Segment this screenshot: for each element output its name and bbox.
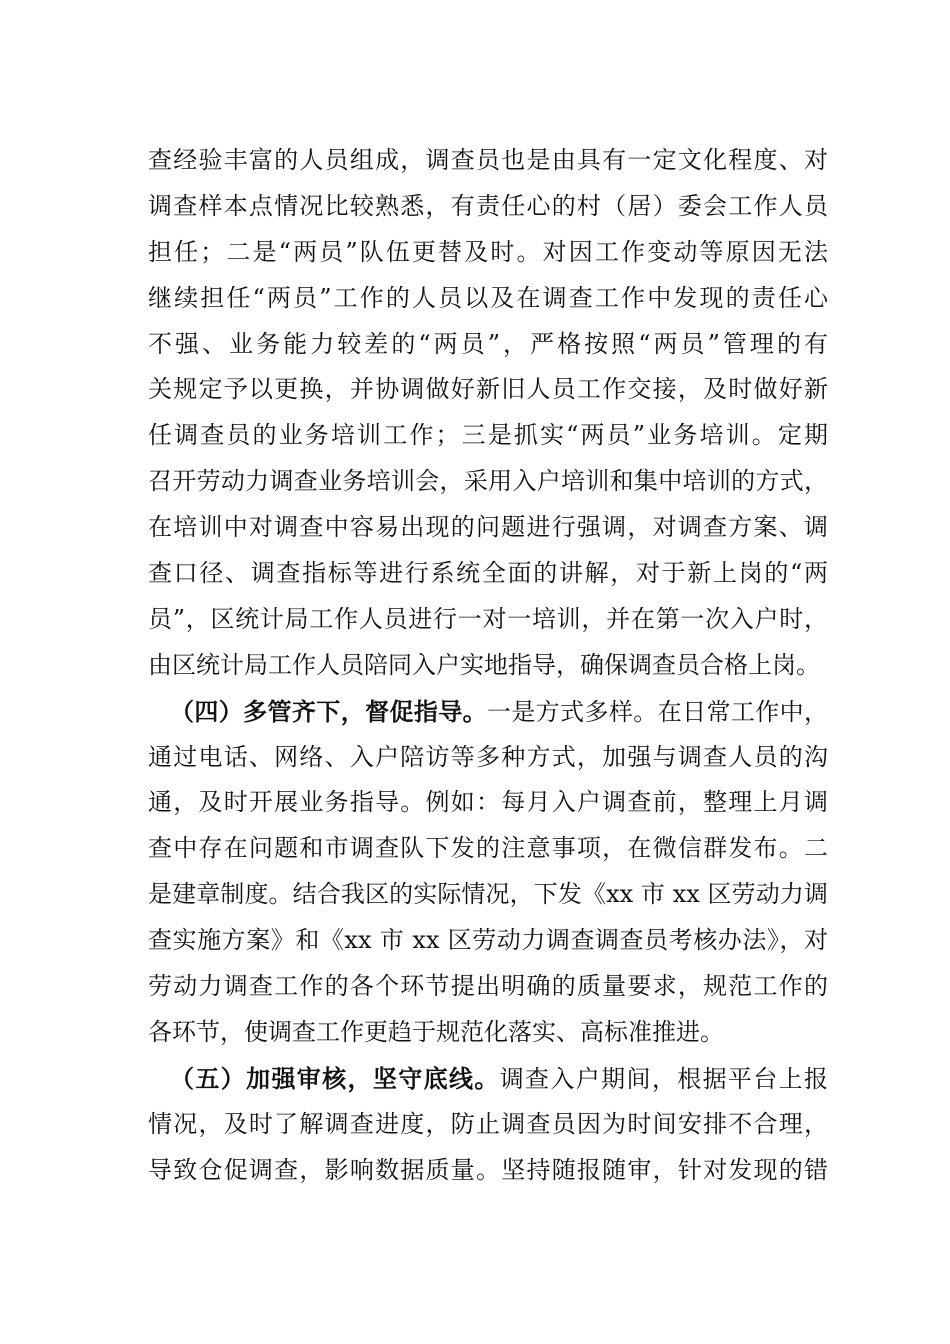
section-4-first-line: [148, 689, 828, 735]
text-line: 员”，区统计局工作人员进行一对一培训，并在第一次入户时，: [148, 604, 828, 633]
text-line: 不强、业务能力较差的“两员”，严格按照“两员”管理的有: [148, 329, 828, 358]
text-line: 查中存在问题和市调查队下发的注意事项，在微信群发布。二: [148, 834, 828, 863]
section-5-heading: （五）加强审核，坚守底线。: [170, 1063, 500, 1093]
document-body: [148, 138, 828, 1193]
section-4-heading: （四）多管齐下，督促指导。: [170, 696, 487, 726]
text-line: 劳动力调查工作的各个环节提出明确的质量要求，规范工作的: [148, 972, 828, 1001]
section-4-first-line-text: 一是方式多样。在日常工作中，: [487, 697, 828, 726]
text-line: 任调查员的业务培训工作；三是抓实“两员”业务培训。定期: [148, 421, 828, 450]
text-line: 调查样本点情况比较熟悉，有责任心的村（居）委会工作人员: [148, 191, 828, 220]
text-line: 担任；二是“两员”队伍更替及时。对因工作变动等原因无法: [148, 237, 828, 266]
text-line: 情况，及时了解调查进度，防止调查员因为时间安排不合理，: [148, 1109, 828, 1138]
text-line: 通，及时开展业务指导。例如：每月入户调查前，整理上月调: [148, 788, 828, 817]
text-line: 召开劳动力调查业务培训会，采用入户培训和集中培训的方式，: [148, 467, 828, 496]
text-line: 在培训中对调查中容易出现的问题进行强调，对调查方案、调: [148, 513, 828, 542]
section-5-first-line: [148, 1056, 828, 1102]
section-5-first-line-text: 调查入户期间，根据平台上报: [499, 1064, 829, 1093]
text-line: 导致仓促调查，影响数据质量。坚持随报随审，针对发现的错: [148, 1155, 828, 1184]
text-line: 继续担任“两员”工作的人员以及在调查工作中发现的责任心: [148, 283, 828, 312]
text-line: 查经验丰富的人员组成，调查员也是由具有一定文化程度、对: [148, 146, 828, 174]
text-line: 查口径、调查指标等进行系统全面的讲解，对于新上岗的“两: [148, 559, 828, 588]
text-line: 通过电话、网络、入户陪访等多种方式，加强与调查人员的沟: [148, 742, 828, 771]
text-line: 各环节，使调查工作更趋于规范化落实、高标准推进。: [148, 1017, 724, 1046]
text-line: 是建章制度。结合我区的实际情况，下发《xx 市 xx 区劳动力调: [148, 880, 828, 909]
text-line: 关规定予以更换，并协调做好新旧人员工作交接，及时做好新: [148, 375, 828, 404]
text-line: 查实施方案》和《xx 市 xx 区劳动力调查调查员考核办法》，对: [148, 926, 828, 955]
text-line: 由区统计局工作人员陪同入户实地指导，确保调查员合格上岗。: [148, 650, 820, 679]
